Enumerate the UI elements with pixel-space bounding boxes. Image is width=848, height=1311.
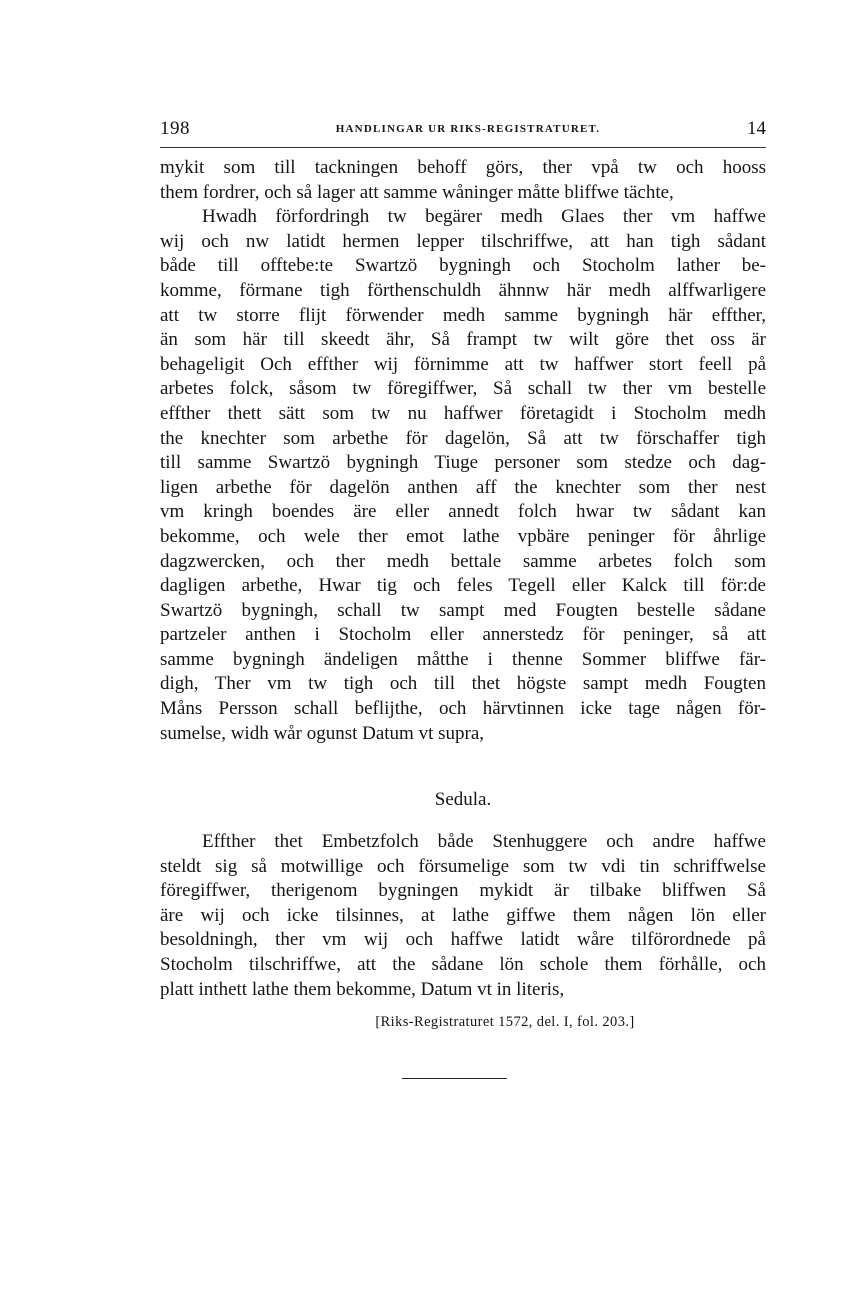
text-line: behageligit Och effther wij förnimme att tw haffwer stort feell på (160, 353, 766, 375)
running-title: HANDLINGAR UR RIKS-REGISTRATURET. (335, 123, 601, 135)
text-line: Hwadh förfordringh tw begärer medh Glaes ther vm haffwe (202, 206, 766, 228)
text-line: effther thett sätt som tw nu haffwer företagidt i Stocholm medh (160, 402, 766, 424)
text-line: ligen arbethe för dagelön anthen aff the knechter som ther nest (160, 476, 766, 498)
text-line: them fordrer, och så lager att samme wåninger måtte bliffwe tächte, (160, 181, 674, 203)
text-line: besoldningh, ther vm wij och haffwe latidt wåre tilförordnede på (160, 929, 766, 951)
text-line: partzeler anthen i Stocholm eller annerstedz för peninger, så att (160, 624, 766, 646)
page-header (160, 118, 766, 142)
source-citation: [Riks-Registraturet 1572, del. I, fol. 203.] (375, 1014, 635, 1030)
text-line: föregiffwer, therigenom bygningen mykidt är tilbake bliffwen Så (160, 880, 766, 902)
sedula-heading: Sedula. (434, 789, 492, 810)
text-line: till samme Swartzö bygningh Tiuge personer som stedze och dag- (160, 452, 766, 474)
text-line: the knechter som arbethe för dagelön, Så att tw förschaffer tigh (160, 427, 766, 449)
text-line: äre wij och icke tilsinnes, at lathe giffwe them någen lön eller (160, 904, 766, 926)
text-line: bekomme, och wele ther emot lathe vpbäre peninger för åhrlige (160, 525, 766, 547)
text-line: wij och nw latidt hermen lepper tilschriffwe, att han tigh sådant (160, 230, 766, 252)
text-line: steldt sig så motwillige och försumelige som tw vdi tin schriffwelse (160, 855, 766, 877)
text-line: både till offtebe:te Swartzö bygningh och Stocholm lather be- (160, 255, 766, 277)
text-line: digh, Ther vm tw tigh och till thet högste sampt medh Fougten (160, 673, 766, 695)
main-text (160, 156, 766, 746)
page-number: 198 (160, 118, 190, 139)
header-rule (160, 147, 766, 148)
sedula-text (160, 830, 766, 1002)
text-line: samme bygningh ändeligen måtthe i thenne Sommer bliffwe fär- (160, 648, 766, 670)
text-line: Swartzö bygningh, schall tw sampt med Fougten bestelle sådane (160, 599, 766, 621)
text-line: platt inthett lathe them bekomme, Datum vt in literis, (160, 978, 565, 1000)
text-line: sumelse, widh wår ogunst Datum vt supra, (160, 722, 485, 744)
end-rule (402, 1078, 507, 1079)
text-line: komme, förmane tigh förthenschuldh ähnnw här medh alffwarligere (160, 279, 766, 301)
text-line: vm kringh boendes äre eller annedt folch hwar tw sådant kan (160, 501, 766, 523)
text-line: än som här till skeedt ähr, Så frampt tw wilt göre thet oss är (160, 329, 766, 351)
text-line: Måns Persson schall beflijthe, och härvtinnen icke tage någen för- (160, 698, 766, 720)
text-line: mykit som till tackningen behoff görs, ther vpå tw och hooss (160, 157, 766, 178)
text-line: Effther thet Embetzfolch både Stenhuggere och andre haffwe (202, 831, 766, 852)
section-number: 14 (747, 118, 766, 139)
text-line: att tw storre flijt förwender medh samme bygningh här effther, (160, 304, 766, 326)
text-line: Stocholm tilschriffwe, att the sådane lön schole them förhålle, och (160, 953, 766, 975)
text-line: dagligen arbethe, Hwar tig och feles Tegell eller Kalck till för:de (160, 575, 766, 597)
text-line: arbetes folck, såsom tw föregiffwer, Så schall tw ther vm bestelle (160, 378, 766, 400)
text-line: dagzwercken, och ther medh bettale samme arbetes folch som (160, 550, 766, 572)
